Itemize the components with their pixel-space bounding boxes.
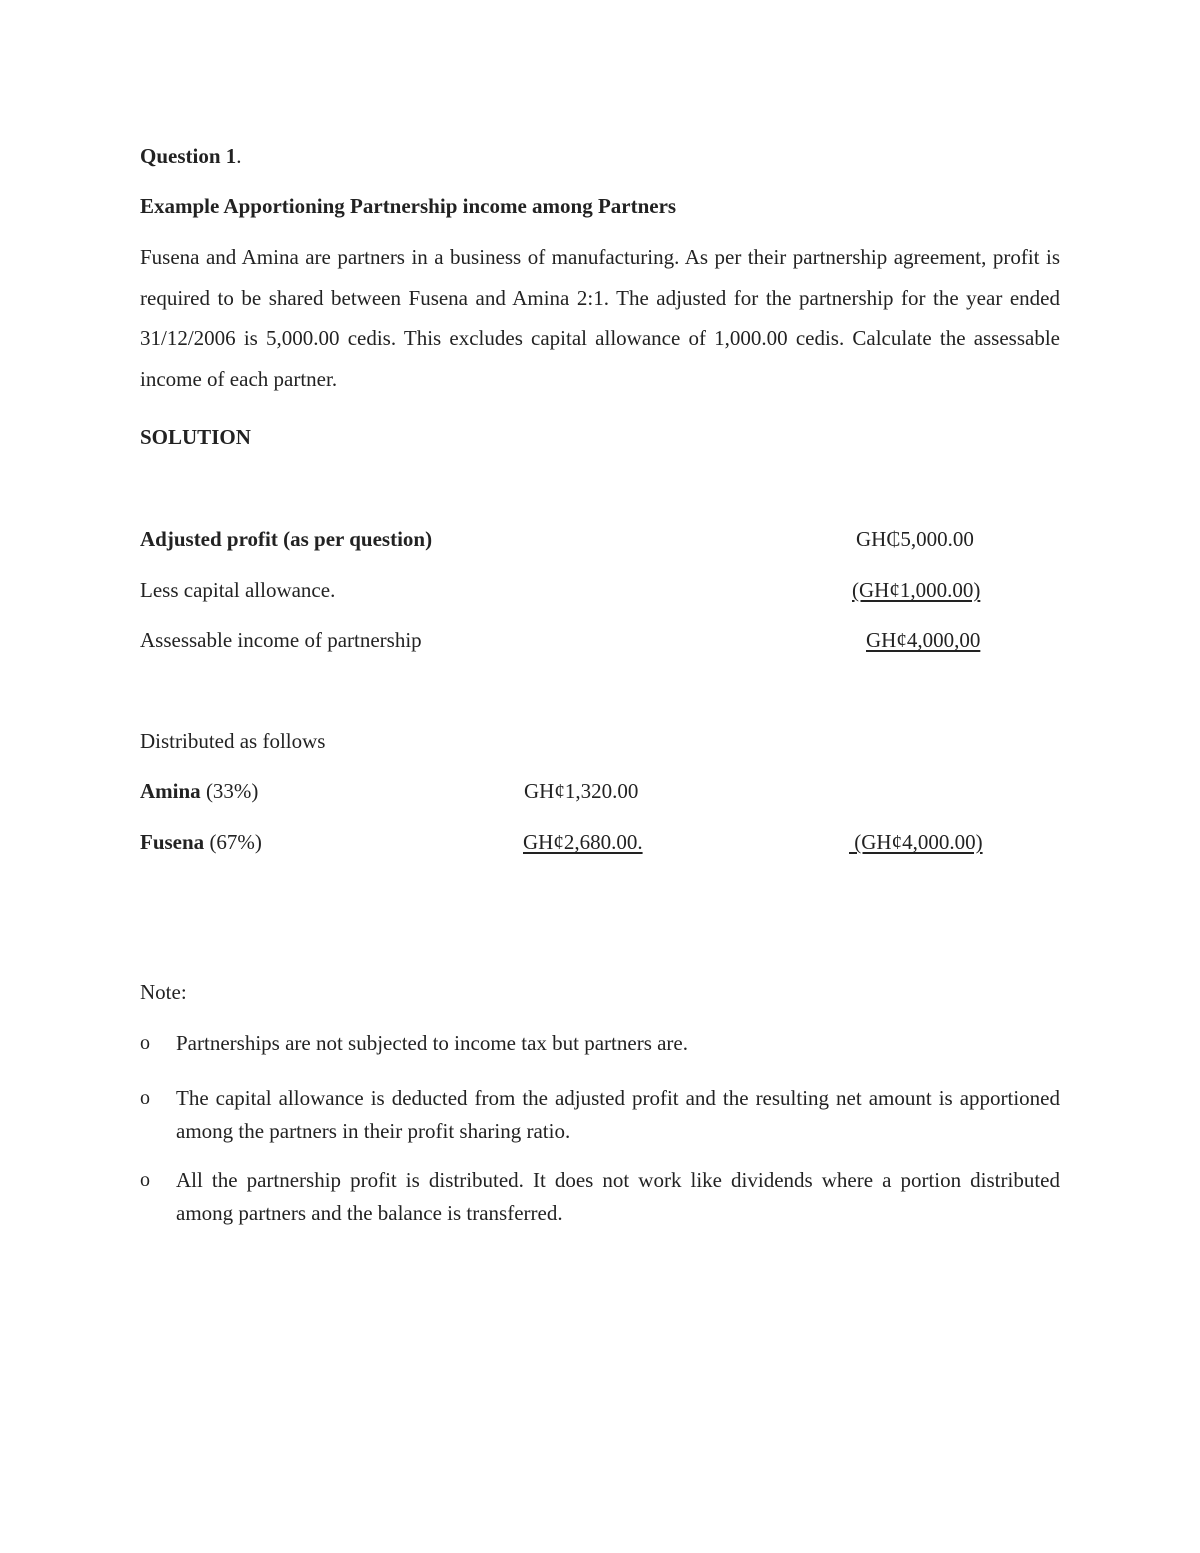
note-item: The capital allowance is deducted from the adjusted profit and the resulting net amount is apportioned among the partners in their profit sharing ratio. (176, 1086, 1060, 1143)
partner-amina (140, 778, 258, 804)
bullet-marker: o (140, 1169, 150, 1191)
question-body: Fusena and Amina are partners in a business of manufacturing. As per their partnership agreement, profit is required to be shared between Fusena and Amina 2:1. The adjusted for the partnership for the year ended 31/12/2006 is 5,000.00 cedis. This excludes capital allowance of 1,000.00 cedis. Calculate the assessable income of each partner. (140, 245, 1060, 391)
question-heading-period: . (236, 144, 242, 168)
bullet-marker: o (140, 1087, 150, 1109)
adjusted-profit-label: Adjusted profit (as per question) (140, 527, 433, 551)
question-heading-text: Question 1 (140, 144, 237, 168)
assessable-income-label: Assessable income of partnership (140, 628, 422, 652)
partner-amina-amount: GH¢1,320.00 (524, 779, 639, 803)
question-heading (140, 143, 242, 169)
capital-allowance-label: Less capital allowance. (140, 578, 336, 602)
distribution-total: (GH¢4,000.00) (849, 830, 983, 854)
partner-fusena (140, 829, 262, 855)
partner-share: (67%) (209, 830, 262, 854)
assessable-income-amount: GH¢4,000,00 (866, 628, 981, 652)
partner-fusena-amount: GH¢2,680.00. (523, 830, 643, 854)
partner-name: Fusena (140, 830, 205, 854)
note-item: Partnerships are not subjected to income tax but partners are. (176, 1031, 688, 1055)
note-label: Note: (140, 980, 187, 1004)
partner-share: (33%) (205, 779, 259, 803)
distributed-label: Distributed as follows (140, 729, 326, 753)
example-title: Example Apportioning Partnership income among Partners (140, 194, 677, 218)
partner-name: Amina (140, 779, 201, 803)
bullet-marker: o (140, 1032, 150, 1054)
adjusted-profit-amount: GH₵5,000.00 (856, 527, 974, 551)
note-item: All the partnership profit is distributed. It does not work like dividends where a portion distributed among partners and the balance is transferred. (176, 1168, 1060, 1225)
capital-allowance-amount: (GH¢1,000.00) (852, 578, 981, 602)
solution-heading: SOLUTION (140, 425, 251, 449)
